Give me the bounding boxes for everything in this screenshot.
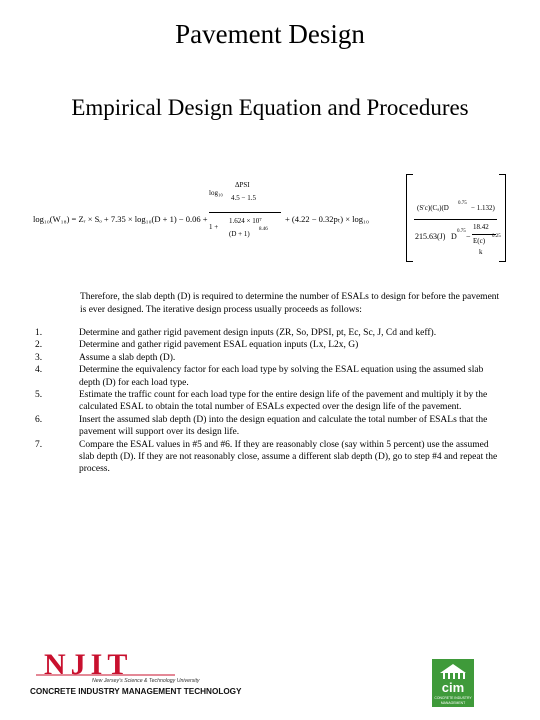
njit-tagline: New Jersey's Science & Technology University xyxy=(92,678,200,684)
equation-frac-den-one: 1 + xyxy=(209,223,219,231)
program-name: CONCRETE INDUSTRY MANAGEMENT TECHNOLOGY xyxy=(30,687,242,696)
page-subtitle: Empirical Design Equation and Procedures xyxy=(71,95,469,120)
equation-b-num-right: − 1.132) xyxy=(471,204,495,212)
list-item xyxy=(35,339,505,351)
cim-logo xyxy=(432,659,474,707)
equation-b-den-frac-num: 18.42 xyxy=(473,223,489,231)
equation-b-num-exp: 0.75 xyxy=(458,201,467,206)
step-text: Estimate the traffic count for each load type for the entire design life of the pavement and multiply it by the calculated ESAL to obtain the total number of ESALs expected over the design life of the pavement. xyxy=(79,390,488,413)
step-number: 4. xyxy=(35,365,43,376)
step-text: Insert the assumed slab depth (D) into the design equation and calculate the total number of ESALs that the pavement will support over its design life. xyxy=(79,414,488,438)
equation-frac-den-num: 1.624 × 10⁷ xyxy=(229,217,262,225)
equation-lhs: log₁₀(W₁₈) = Zᵣ × Sₒ + 7.35 × log₁₀(D + 1) − 0.06 + xyxy=(33,214,208,224)
list-item xyxy=(35,327,505,339)
list-item xyxy=(35,352,505,364)
step-number: 1. xyxy=(35,328,43,338)
equation-frac-den-exp: 8.46 xyxy=(259,227,268,232)
step-number: 7. xyxy=(35,439,43,450)
equation-b-bar xyxy=(414,219,497,220)
equation-frac-num-delta: ΔPSI xyxy=(235,181,250,189)
equation-left-bracket xyxy=(406,174,413,262)
njit-footer-logo xyxy=(30,648,270,698)
esal-design-equation xyxy=(33,172,505,264)
list-item xyxy=(35,389,505,414)
step-number: 6. xyxy=(35,414,43,425)
equation-right-bracket xyxy=(499,174,506,262)
equation-b-num-left: (S′c)(Cₐ)(D xyxy=(417,204,449,212)
step-text: Determine and gather rigid pavement ESAL equation inputs (Lx, L2x, G) xyxy=(79,340,359,351)
njit-logo-text: NJIT xyxy=(44,648,133,681)
equation-b-den-minus: − xyxy=(466,232,471,241)
equation-mid: + (4.22 − 0.32pₜ) × log₁₀ xyxy=(285,214,369,224)
equation-b-den-d: D xyxy=(451,232,457,241)
intro-paragraph: Therefore, the slab depth (D) is required to determine the number of ESALs to design for before the pavement is ever designed. The iterative design process usually proceeds as follows: xyxy=(80,292,500,315)
cim-caption-line1: CONCRETE INDUSTRY xyxy=(434,696,472,700)
step-text: Assume a slab depth (D). xyxy=(79,352,176,363)
step-text: Compare the ESAL values in #5 and #6. If they are reasonably close (say within 5 percent) use the assumed slab depth (D). If they are not reasonably close, assume a different slab depth (D), go to step #4 and repeat the process. xyxy=(79,439,498,475)
cim-caption-line2: MANAGEMENT xyxy=(440,701,466,705)
equation-frac-num-log: log₁₀ xyxy=(209,189,223,197)
equation-b-den-left: 215.63(J) xyxy=(415,232,446,241)
list-item xyxy=(35,414,505,439)
equation-frac-bar xyxy=(209,212,281,213)
list-item xyxy=(35,364,505,389)
njit-logo xyxy=(30,648,270,698)
list-item xyxy=(35,439,505,476)
equation-b-den-frac-den-exp: 0.25 xyxy=(492,234,501,239)
step-text: Determine the equivalency factor for each load type by solving the ESAL equation using the assumed slab depth (D) for each load type. xyxy=(79,365,484,388)
step-number: 5. xyxy=(35,390,43,401)
equation-b-den-frac-den: E(c) xyxy=(473,237,486,245)
step-number: 3. xyxy=(35,352,43,363)
equation-frac-den-den: (D + 1) xyxy=(229,230,250,238)
equation-b-den-k: k xyxy=(479,248,483,256)
page-title: Pavement Design xyxy=(175,19,365,49)
cim-logo-text: cim xyxy=(441,680,465,695)
step-number: 2. xyxy=(35,340,43,351)
equation-frac-num-den: 4.5 − 1.5 xyxy=(231,194,256,202)
cim-footer-logo xyxy=(432,659,474,707)
step-text: Determine and gather rigid pavement design inputs (ZR, So, DPSI, pt, Ec, Sc, J, Cd and keff). xyxy=(79,328,437,338)
equation-b-den-exp: 0.75 xyxy=(457,229,466,234)
procedure-steps xyxy=(35,327,505,476)
